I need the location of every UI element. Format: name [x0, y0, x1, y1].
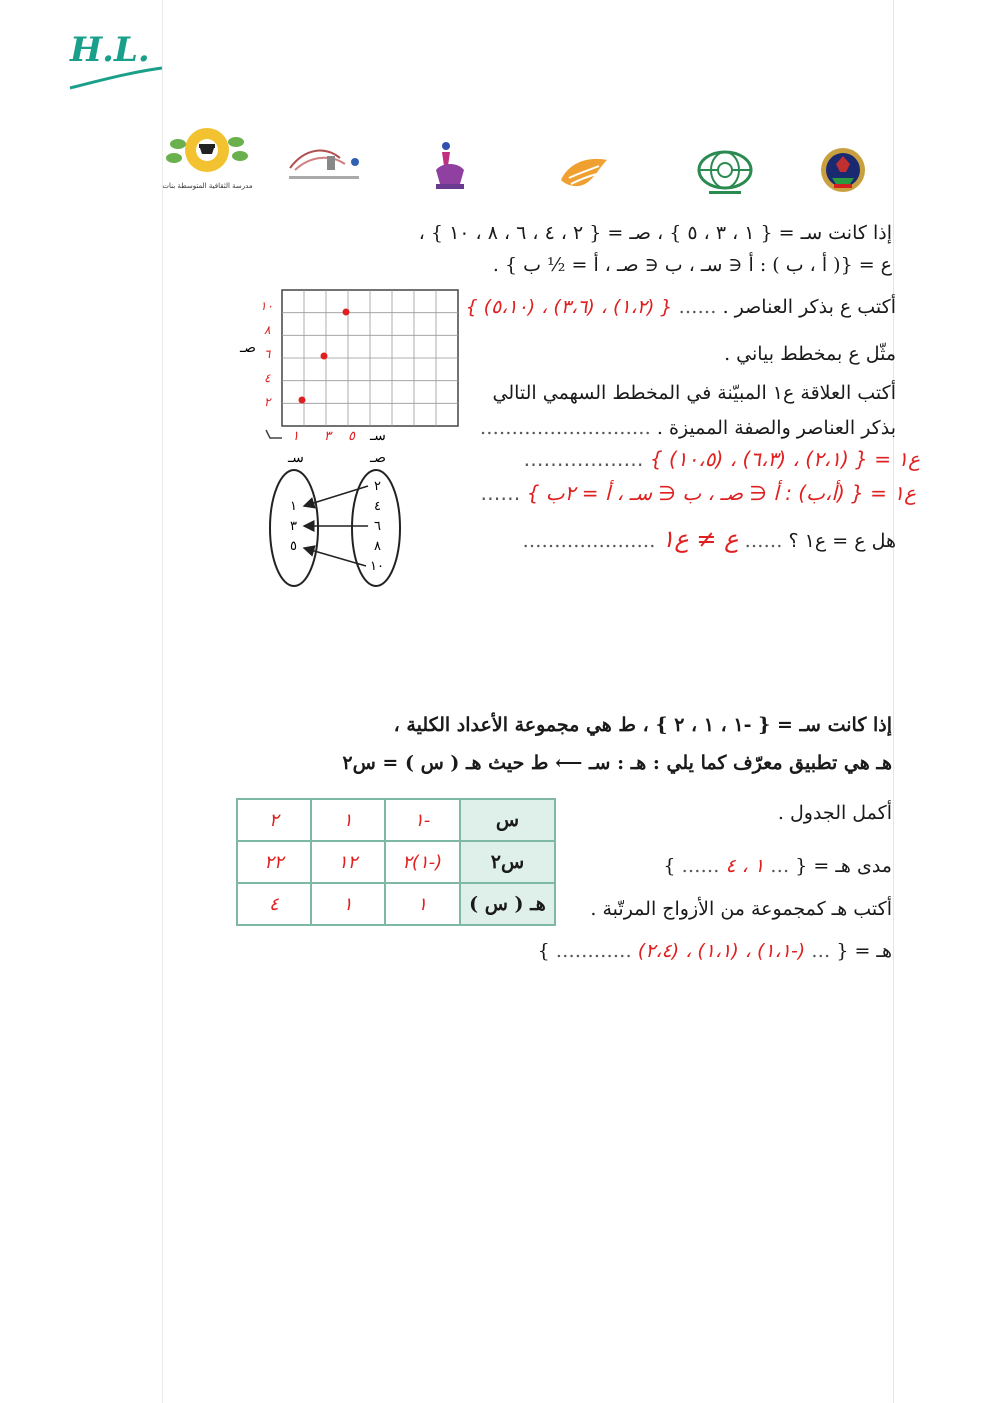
arrow-diagram-svg	[258, 450, 408, 590]
arrow-left-item-3: ٣	[290, 519, 297, 534]
graph-points	[299, 309, 350, 404]
arrow-right-set-label: صـ	[370, 450, 386, 466]
q1-d-prompt: هل ع = ع١ ؟	[788, 530, 896, 552]
q1-c-answer-2: ع١ = { (أ،ب) : أ ∈ صـ ، ب ∈ سـ ، أ = ٢ب }	[526, 481, 916, 505]
arrow-right-item-4: ٤	[374, 499, 381, 514]
table-cell: (-١)٢	[385, 841, 460, 883]
state-emblem-logo	[818, 144, 868, 200]
graph-svg	[230, 288, 470, 448]
graph-grid	[282, 290, 458, 426]
table-row	[237, 799, 555, 841]
q1-c-blank-1: ………………………	[479, 417, 651, 439]
table-row	[237, 841, 555, 883]
arrow-left-set-label: سـ	[288, 450, 304, 466]
graph-y-tick-6: ٦	[264, 347, 271, 361]
arrow-left-item-1: ١	[290, 499, 297, 514]
arrow-right-item-6: ٦	[374, 519, 381, 534]
logo-row	[150, 120, 880, 200]
q1-c-answer-2-row	[480, 481, 916, 505]
axes-corner-icon	[266, 430, 282, 438]
q1-c-blank-2: ………………	[523, 447, 644, 471]
q1-b-prompt: مثّل ع بمخطط بياني .	[724, 343, 896, 365]
arrow-left-item-5: ٥	[290, 539, 297, 554]
arrow-right-item-10: ١٠	[370, 559, 384, 574]
page-left-edge	[162, 0, 163, 1403]
q1-c-answer-1: ع١ = { (٢،١) ، (٦،٣) ، (١٠،٥) }	[649, 447, 920, 471]
q1-c-prompt-2: بذكر العناصر والصفة المميزة .	[656, 417, 896, 439]
arrow-right-item-8: ٨	[374, 539, 381, 554]
q2-b-answer: ١ ، ٤	[725, 855, 765, 877]
q1-c-answer-1-row	[524, 447, 920, 471]
school-logo: مدرسة الثقافية المتوسطة بنات	[160, 120, 255, 195]
q2-part-b	[663, 855, 892, 877]
table-cell: ٤	[237, 883, 311, 925]
q2-c-close: }	[537, 940, 550, 962]
q2-line1: إذا كانت سـ = { -١ ، ١ ، ٢ } ، ط هي مجموعة الأعداد الكلية ،	[393, 714, 892, 736]
table-row-label: س٢	[460, 841, 555, 883]
q1-line2: ع = {( أ ، ب ) : أ ∈ سـ ، ب ∈ صـ ، أ = ½ ب } .	[492, 254, 892, 276]
q1-d-answer: ع ≠ ع١	[661, 525, 739, 553]
table-cell: ١	[311, 883, 385, 925]
q2-b-prompt: مدى هـ = {	[795, 855, 892, 877]
initials-underline-icon	[62, 28, 172, 98]
q1-graph	[230, 288, 470, 448]
table-cell: ١	[311, 799, 385, 841]
graph-x-tick-5: ٥	[348, 429, 355, 444]
table-cell: ٢	[237, 799, 311, 841]
q2-line2: هـ هي تطبيق معرّف كما يلي : هـ : سـ ⟵ ط حيث هـ ( س ) = س٢	[342, 752, 892, 774]
ministry-bird-logo	[555, 148, 615, 193]
table-row-label: هـ ( س )	[460, 883, 555, 925]
q2-c-blank-2: …………	[555, 940, 632, 962]
graph-y-tick-2: ٢	[264, 395, 271, 409]
q1-c-prompt-1: أكتب العلاقة ع١ المبيّنة في المخطط السهمي التالي	[492, 382, 896, 404]
q1-a-prompt: أكتب ع بذكر العناصر .	[722, 296, 896, 318]
graph-point-2	[321, 353, 328, 360]
q2-b-blank-2: ……	[681, 855, 720, 877]
q1-part-a	[465, 296, 896, 318]
table-cell: ١	[385, 883, 460, 925]
graph-point-1	[299, 397, 306, 404]
q2-table	[236, 798, 556, 926]
q1-c-prompt-2-row	[480, 417, 896, 439]
table-row	[237, 883, 555, 925]
q2-part-c	[538, 940, 892, 962]
education-district-logo	[285, 138, 365, 188]
q2-c-answer: (-١،١) ، (١،١) ، (٢،٤)	[637, 940, 806, 962]
table-cell: ١٢	[311, 841, 385, 883]
handwritten-initials: H.L.	[62, 28, 172, 98]
q2-c-prompt: أكتب هـ كمجموعة من الأزواج المرتّبة .	[590, 898, 892, 920]
arrow-right-item-2: ٢	[374, 479, 381, 494]
q1-arrow-diagram	[258, 450, 408, 590]
graph-x-axis-label: سـ	[370, 428, 386, 444]
table-row-label: س	[460, 799, 555, 841]
isesco-logo	[695, 148, 755, 198]
q1-d-blank-2: …………………	[522, 530, 656, 552]
q1-d-blank: ……	[738, 530, 783, 552]
q2-b-close: }	[663, 855, 676, 877]
page-right-edge	[893, 0, 894, 1403]
graph-y-axis-label: صـ	[240, 340, 256, 356]
vision-logo	[430, 136, 470, 192]
graph-y-tick-10: ١٠	[260, 299, 273, 313]
q1-part-d	[522, 525, 896, 553]
q1-line1: إذا كانت سـ = { ١ ، ٣ ، ٥ } ، صـ = { ٢ ، ٤ ، ٦ ، ٨ ، ١٠ } ،	[418, 222, 892, 244]
q2-c-prompt-2: هـ = {	[836, 940, 892, 962]
q2-c-blank: …	[811, 940, 831, 962]
table-cell: ٢٢	[237, 841, 311, 883]
graph-point-3	[343, 309, 350, 316]
graph-x-tick-3: ٣	[324, 429, 331, 444]
table-cell: -١	[385, 799, 460, 841]
q1-a-blank: ……	[672, 296, 717, 318]
q2-a-prompt: أكمل الجدول .	[777, 802, 892, 824]
q1-a-answer: { (١،٢) ، (٣،٦) ، (٥،١٠) }	[465, 296, 673, 318]
graph-y-tick-8: ٨	[264, 323, 271, 337]
graph-y-tick-4: ٤	[264, 371, 271, 385]
q2-b-blank: …	[770, 855, 790, 877]
graph-x-tick-1: ١	[292, 429, 299, 444]
q1-c-blank-3: ……	[480, 481, 521, 505]
